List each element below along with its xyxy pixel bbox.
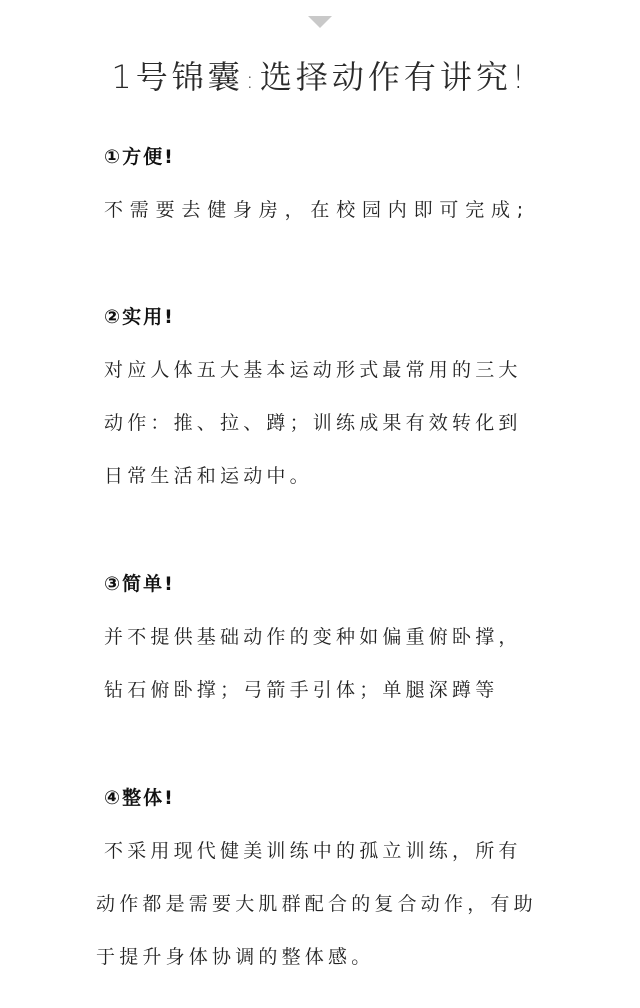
down-arrow-icon — [308, 16, 332, 28]
title-separator: : — [245, 66, 258, 94]
section-line: 不采用现代健美训练中的孤立训练，所有 — [104, 840, 522, 862]
section-line: 动作：推、拉、蹲；训练成果有效转化到 — [104, 412, 522, 434]
section-heading-holistic: ④整体! — [104, 787, 175, 809]
title-prefix: 1号锦囊 — [111, 58, 244, 96]
page-title — [0, 52, 640, 98]
section-line: 钻石俯卧撑；弓箭手引体；单腿深蹲等 — [104, 679, 499, 701]
section-line: 并不提供基础动作的变种如偏重俯卧撑， — [104, 626, 522, 648]
title-main: 选择动作有讲究! — [259, 58, 529, 96]
section-line: 于提升身体协调的整体感。 — [96, 946, 375, 968]
section-line: 不需要去健身房，在校园内即可完成; — [104, 199, 531, 221]
section-line: 动作都是需要大肌群配合的复合动作，有助 — [96, 893, 537, 915]
section-heading-convenient: ①方便! — [104, 146, 175, 168]
section-line: 对应人体五大基本运动形式最常用的三大 — [104, 359, 522, 381]
section-heading-simple: ③简单! — [104, 573, 175, 595]
section-line: 日常生活和运动中。 — [104, 465, 313, 487]
section-heading-practical: ②实用! — [104, 306, 175, 328]
